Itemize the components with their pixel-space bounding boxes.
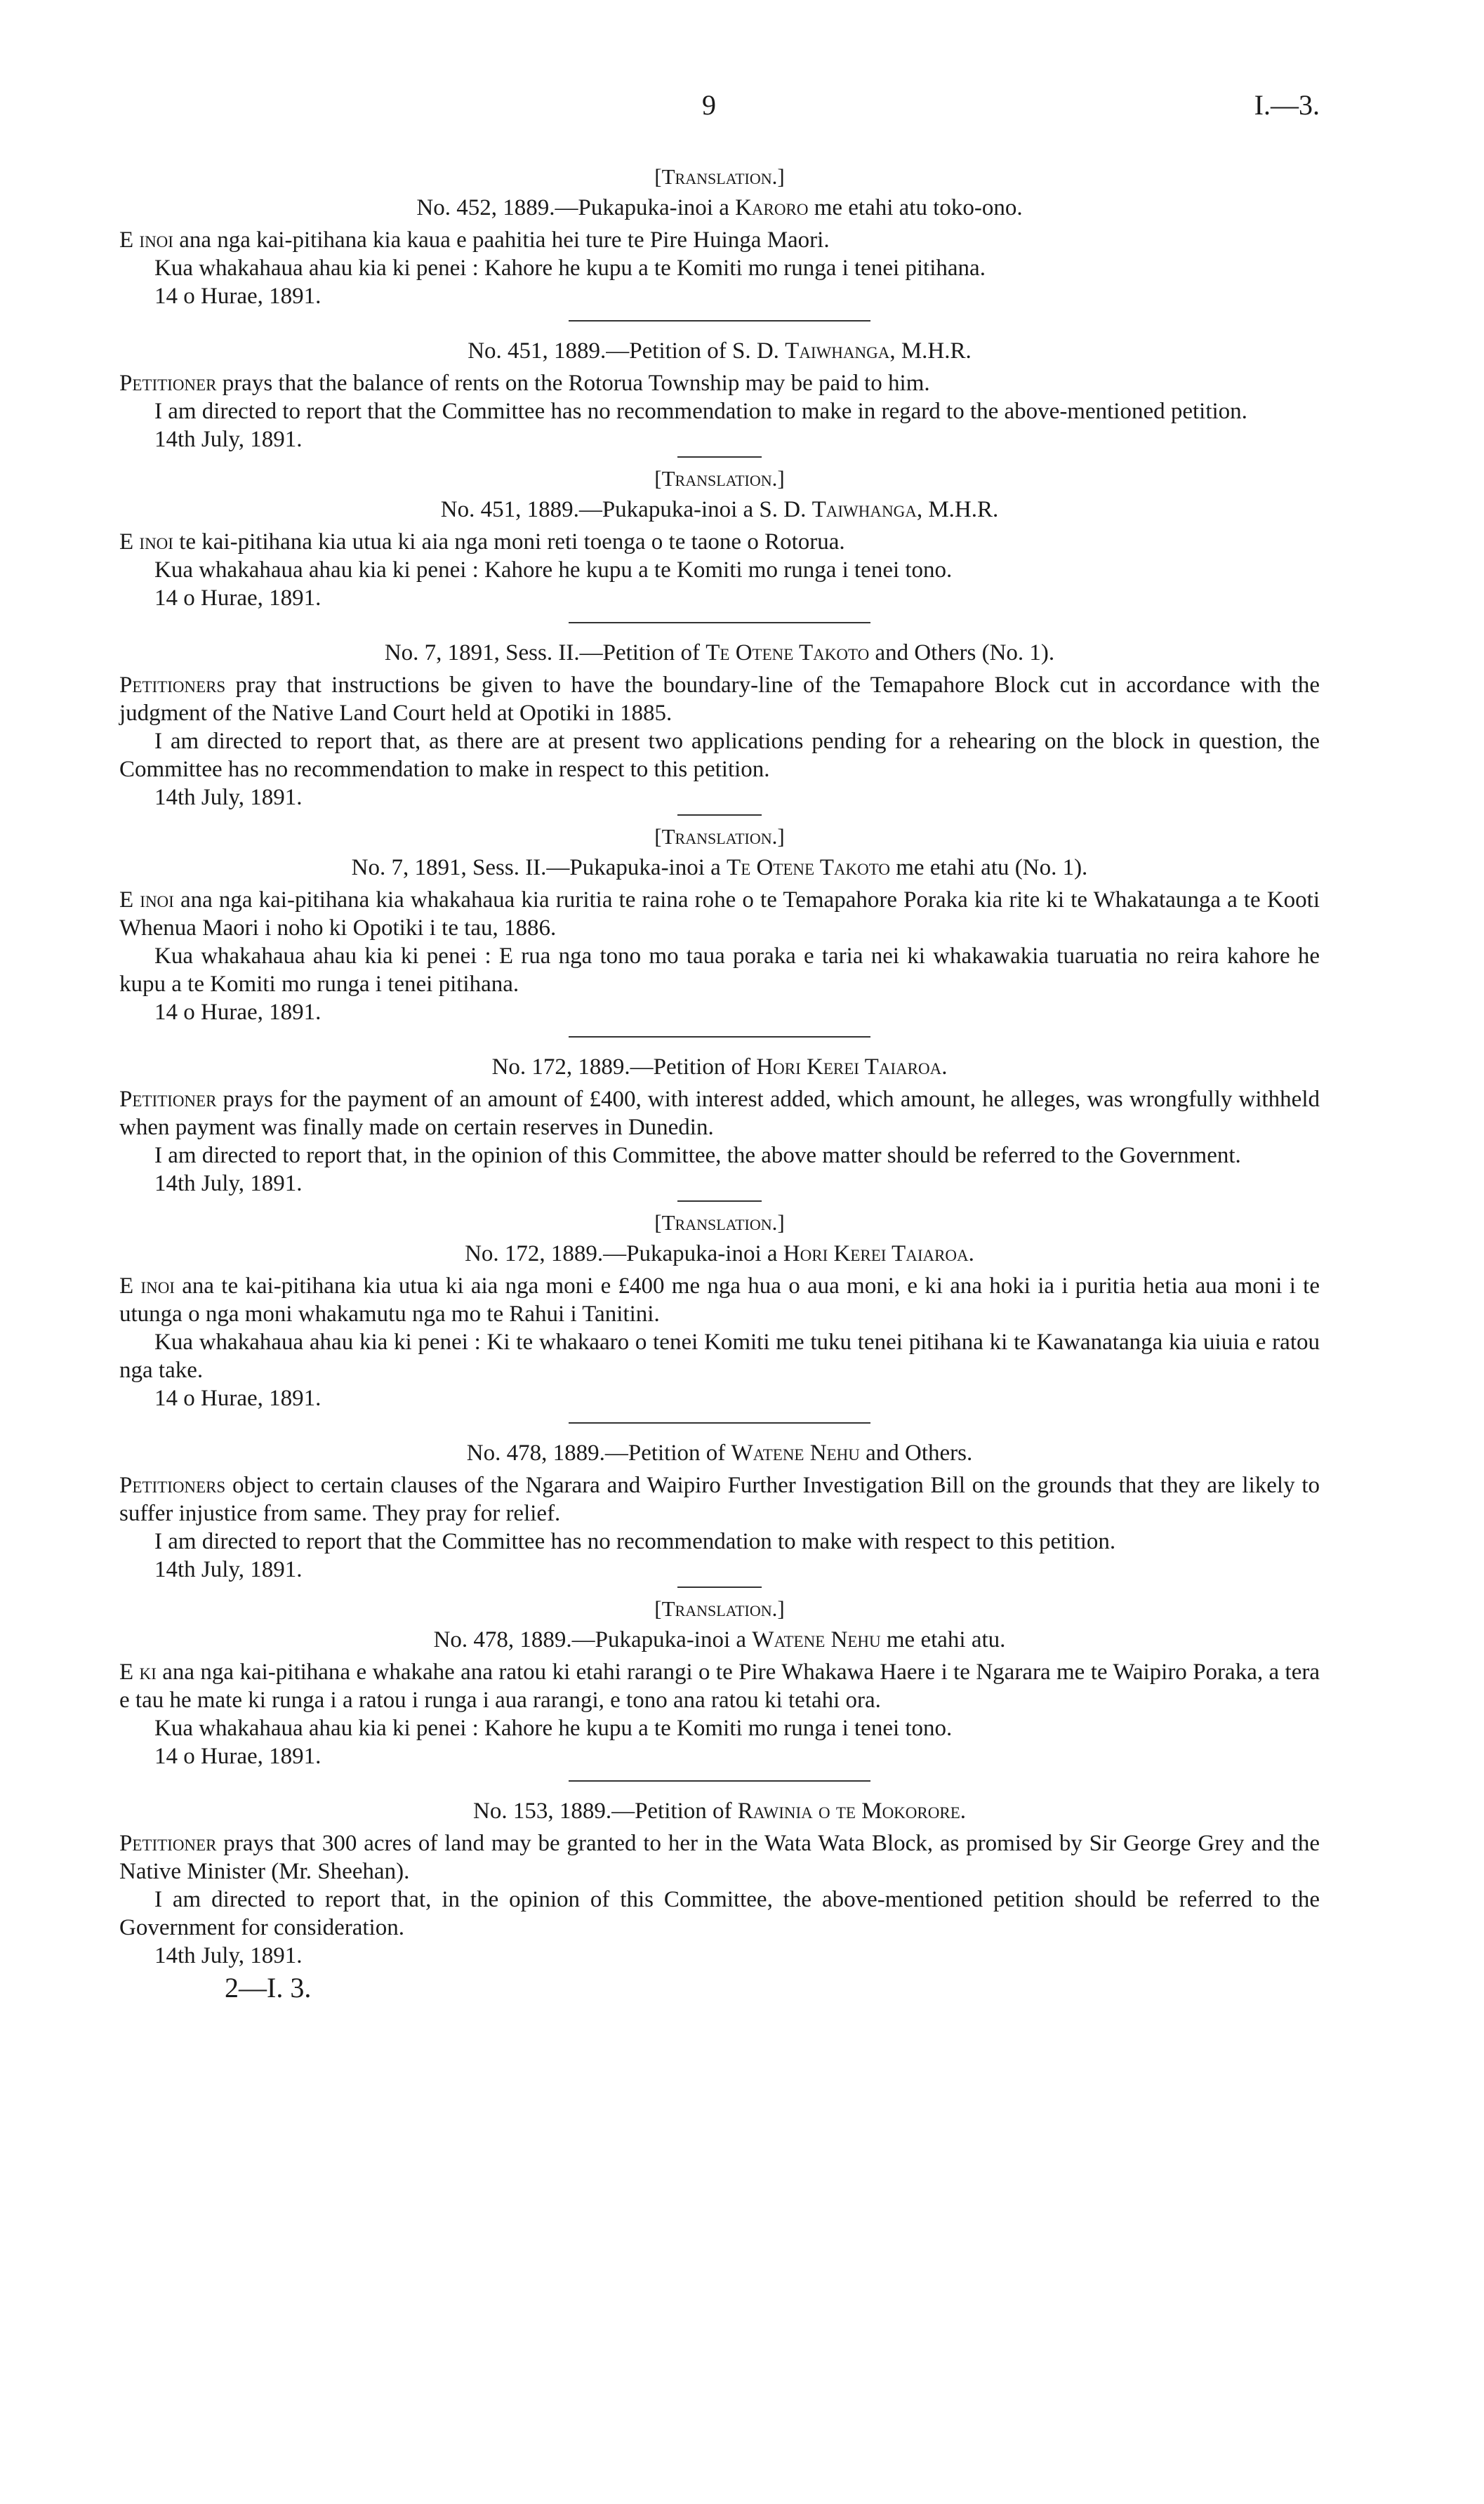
committee-response: Kua whakahaua ahau kia ki penei : E rua nga tono mo taua poraka e taria nei ki whakawakia tuaruatia no reira kahore he kupu a te Komiti mo runga i tenei pitihana. [119, 943, 1320, 997]
petition-body: E inoi ana te kai-pitihana kia utua ki aia nga moni e £400 me nga hua o aua moni, e ki ana hoki ia i puritia hetia aua moni i te utunga o nga moni whakamutu nga mo te Rahui i Tanitini. [119, 1273, 1320, 1327]
petition-title: No. 478, 1889.—Petition of Watene Nehu and Others. [466, 1440, 973, 1466]
committee-response: I am directed to report that, in the opinion of this Committee, the above matter should be referred to the Government. [154, 1143, 1241, 1168]
petition-list [119, 156, 1320, 2002]
committee-response: Kua whakahaua ahau kia ki penei : Kahore he kupu a te Komiti mo runga i tenei tono. [154, 557, 953, 583]
petition-title: No. 452, 1889.—Pukapuka-inoi a Karoro me etahi atu toko-ono. [416, 195, 1023, 220]
translation-label: [Translation.] [654, 1596, 785, 1621]
section-divider [569, 1422, 870, 1424]
translation-label: [Translation.] [654, 824, 785, 849]
translation-divider [677, 456, 762, 458]
section-divider [569, 622, 870, 623]
committee-response: Kua whakahaua ahau kia ki penei : Kahore he kupu a te Komiti mo runga i tenei pitihana. [154, 256, 986, 281]
petition-title: No. 451, 1889.—Petition of S. D. Taiwhanga, M.H.R. [468, 338, 972, 364]
petition-title: No. 7, 1891, Sess. II.—Pukapuka-inoi a Te Otene Takoto me etahi atu (No. 1). [351, 855, 1088, 880]
petition-body: Petitioners object to certain clauses of the Ngarara and Waipiro Further Investigation Bill on the grounds that they are likely to suffer injustice from same. They pray for relief. [119, 1473, 1320, 1526]
report-date: 14th July, 1891. [154, 785, 303, 810]
petition-body: Petitioner prays for the payment of an amount of £400, with interest added, which amount, he alleges, was wrongfully withheld when payment was finally made on certain reserves in Dunedin. [119, 1087, 1320, 1140]
translation-divider [677, 814, 762, 816]
report-date: 14 o Hurae, 1891. [154, 284, 322, 309]
report-date: 14th July, 1891. [154, 1171, 303, 1196]
report-date: 14th July, 1891. [154, 427, 303, 452]
petitioner-name: Hori Kerei Taiaroa [756, 1054, 942, 1080]
report-date: 14th July, 1891. [154, 1557, 303, 1582]
report-date: 14th July, 1891. [154, 1943, 303, 1968]
signature-mark: 2—I. 3. [225, 1972, 312, 2003]
committee-response: I am directed to report that, as there are at present two applications pending for a rehearing on the block in question, the Committee has no recommendation to make in respect to this petition. [119, 729, 1320, 782]
petitioner-name: Te Otene Takoto [727, 855, 890, 880]
committee-response: I am directed to report that, in the opinion of this Committee, the above-mentioned petition should be referred to the Government for consideration. [119, 1887, 1320, 1940]
petitioner-name: Rawinia o te Mokorore [737, 1798, 960, 1824]
petition-body: Petitioner prays that 300 acres of land may be granted to her in the Wata Wata Block, as promised by Sir George Grey and the Native Minister (Mr. Sheehan). [119, 1831, 1320, 1884]
committee-response: I am directed to report that the Committee has no recommendation to make in regard to the above-mentioned petition. [154, 399, 1247, 424]
petition-title: No. 172, 1889.—Petition of Hori Kerei Taiaroa. [491, 1054, 948, 1080]
petition-body: Petitioners pray that instructions be given to have the boundary-line of the Temapahore Block cut in accordance with the judgment of the Native Land Court held at Opotiki in 1885. [119, 673, 1320, 726]
petition-title: No. 153, 1889.—Petition of Rawinia o te Mokorore. [473, 1798, 966, 1824]
section-divider [569, 1780, 870, 1782]
petitioner-name: Taiwhanga [785, 338, 890, 364]
petition-body: E inoi ana nga kai-pitihana kia kaua e paahitia hei ture te Pire Huinga Maori. [119, 227, 830, 253]
petition-title: No. 7, 1891, Sess. II.—Petition of Te Otene Takoto and Others (No. 1). [384, 640, 1055, 665]
section-divider [569, 320, 870, 322]
translation-label: [Translation.] [654, 1210, 785, 1235]
page-number: 9 [702, 89, 716, 121]
petitioner-name: Watene Nehu [752, 1627, 881, 1652]
petition-title: No. 478, 1889.—Pukapuka-inoi a Watene Nehu me etahi atu. [433, 1627, 1006, 1652]
report-date: 14 o Hurae, 1891. [154, 1386, 322, 1411]
committee-response: Kua whakahaua ahau kia ki penei : Kahore he kupu a te Komiti mo runga i tenei tono. [154, 1716, 953, 1741]
translation-label: [Translation.] [654, 164, 785, 189]
committee-response: I am directed to report that the Committee has no recommendation to make with respect to this petition. [154, 1529, 1116, 1554]
petition-body: E ki ana nga kai-pitihana e whakahe ana ratou ki etahi rarangi o te Pire Whakawa Haere i te Ngarara me te Waipiro Poraka, a tera e tau he mate ki runga i a ratou i runga i aua rarangi, e tono ana ratou ki tetahi ora. [119, 1660, 1320, 1713]
report-date: 14 o Hurae, 1891. [154, 1744, 322, 1769]
translation-label: [Translation.] [654, 466, 785, 491]
translation-divider [677, 1586, 762, 1588]
translation-divider [677, 1200, 762, 1202]
report-date: 14 o Hurae, 1891. [154, 585, 322, 611]
petitioner-name: Taiwhanga [811, 497, 917, 522]
report-date: 14 o Hurae, 1891. [154, 1000, 322, 1025]
petitioner-name: Hori Kerei Taiaroa [783, 1241, 969, 1266]
committee-response: Kua whakahaua ahau kia ki penei : Ki te whakaaro o tenei Komiti me tuku tenei pitihana ki te Kawanatanga kia uiuia e ratou nga take. [119, 1330, 1320, 1383]
petitioner-name: Te Otene Takoto [705, 640, 870, 665]
petitioner-name: Watene Nehu [731, 1440, 860, 1466]
petition-title: No. 451, 1889.—Pukapuka-inoi a S. D. Taiwhanga, M.H.R. [440, 497, 999, 522]
petition-title: No. 172, 1889.—Pukapuka-inoi a Hori Kerei Taiaroa. [465, 1241, 974, 1266]
petition-body: E inoi ana nga kai-pitihana kia whakahaua kia ruritia te raina rohe o te Temapahore Poraka kia rite ki te Whakataunga a te Kooti Whenua Maori i noho ki Opotiki i te tau, 1886. [119, 887, 1320, 941]
petition-body: E inoi te kai-pitihana kia utua ki aia nga moni reti toenga o te taone o Rotorua. [119, 529, 845, 555]
section-divider [569, 1036, 870, 1038]
page-header [119, 91, 1320, 133]
petition-body: Petitioner prays that the balance of rents on the Rotorua Township may be paid to him. [119, 371, 930, 396]
petitioner-name: Karoro [735, 195, 809, 220]
document-code: I.—3. [1254, 89, 1320, 121]
